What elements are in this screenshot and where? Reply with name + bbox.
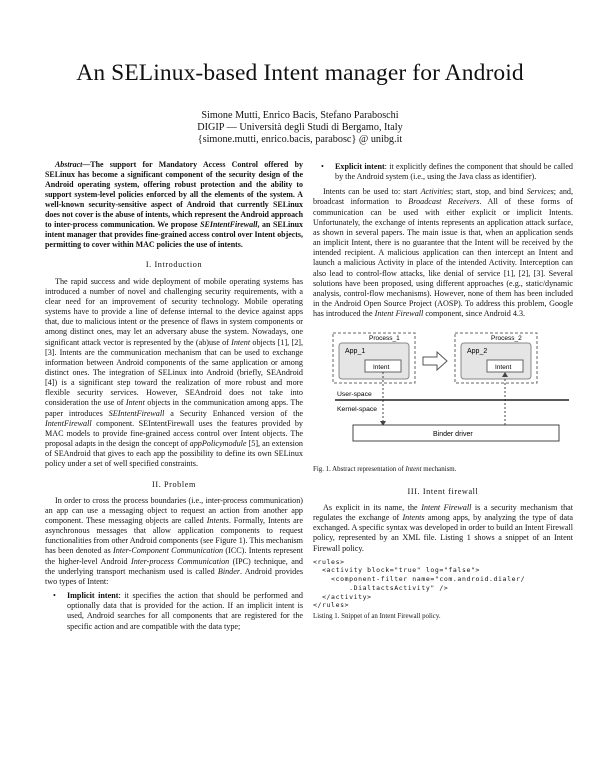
paper-title: An SELinux-based Intent manager for Android (76, 60, 524, 86)
code-line: <rules> (313, 557, 345, 566)
author-names: Simone Mutti, Enrico Bacis, Stefano Paraboschi (201, 110, 399, 121)
intent-types-list-continued (313, 162, 573, 182)
intro-paragraph: The rapid success and wide deployment of mobile operating systems has introduced a number of novel and challenging security requirements, with a clear need for an improvement of security technology. Mobile operating systems have to provide a line of defense internal to the device against apps that, due to malicious intent or the presence of flaws in system components or among distinct ones, may let an adversary abuse the system. Nowadays, one significant attack vector is represented by the (ab)use of Intent objects [1], [2], [3]. Intents are the communication mechanism that can be used to exchange information between Android components of the same application or among distinct ones. The integration of SELinux into Android (briefly, SEAndroid [4]) is a significant step toward the realization of more robust and more flexible security services. However, SEAndroid does not take into consideration the use of Intent objects in the communication among apps. The paper introduces SEIntentFirewall a Security Enhanced version of the IntentFirewall component. SEIntentFirewall uses the features provided by MAC models to provide fine-grained access control over Intent objects. The proposal adapts in the design the concept of appPolicymodule [5], an extension of SEAndroid that gives to each app the possibility to define its own SELinux policy under a set of well specified constraints. (45, 276, 304, 469)
left-column (45, 160, 303, 635)
listing-caption: Listing 1. Snippet of an Intent Firewall policy. (313, 613, 441, 620)
author-block (0, 110, 600, 146)
bullet-icon: • (321, 162, 324, 171)
problem-paragraph-2: Intents can be used to: start Activities; start, stop, and bind Services; and, broadcast information to Broadcast Receivers. All of these forms of communication can be used with either explicit or implicit Intents. Unfortunately, the exchange of intents represents an application attack surface, as shown in several papers. The main issue is that, when an application sends an implicit Intent, there is no guarantee that the Intent will be received by the intended recipient. A malicious application can then intercept an Intent and launch a malicious Activity in place of the intended Activity. Interception can also lead to control-flow attacks, like denial of service [1], [2], [3]. Several solutions have been proposed, using different approaches (e.g., static/dynamic analysis, control-flow mechanisms). However, none of them has been included in the Android Open Source Project (AOSP). To address this problem, Google has introduced the Intent Firewall component, since Android 4.3. (313, 187, 574, 319)
code-line: <activity block="true" log="false"> (313, 566, 480, 575)
author-affiliation: DIGIP — Università degli Studi di Bergamo, Italy (197, 122, 403, 133)
list-item-implicit: • Implicit intent: it specifies the action that should be performed and optionally data that is provided for the action. If an implicit intent is used, Android searches for all components that are registered for the specific action and are compatible with the data type; (53, 591, 303, 631)
abstract: Abstract—The support for Mandatory Access Control offered by SELinux has become a significant component of the security design of the Android operating system, offering robust protection and the ability to support system-level policies enforced by all the elements of the system. A well-known security-sensitive aspect of Android that currently SELinux does not cover is the abuse of intents, which represent the Android approach to inter-process communication. We propose SEIntentFirewall, an SELinux intent manager that provides fine-grained access control over Intent objects, permitting to cover within MAC policies the use of intents. (45, 160, 303, 250)
arrow-icon (423, 352, 447, 370)
code-line: .DialtactsActivity" /> (313, 583, 449, 592)
abstract-label: Abstract (55, 160, 83, 169)
app-2-label: App_2 (467, 348, 488, 356)
app-1-label: App_1 (345, 348, 366, 356)
list-item-explicit: • Explicit intent: it explicitly defines the component that should be called by the Android system (i.e., using the Java class as identifier). (321, 162, 573, 182)
code-listing (313, 558, 573, 610)
intent-2-label: Intent (495, 364, 512, 372)
code-line: <component-filter name="com.android.dialer/ (313, 575, 526, 584)
intent-types-list (45, 591, 303, 632)
right-column (313, 162, 573, 622)
intent-diagram (313, 327, 571, 462)
intent-1-label: Intent (373, 364, 390, 372)
problem-paragraph: In order to cross the process boundaries (i.e., inter-process communication) an app can use a messaging object to request an action from another app component. These messaging objects are called Intents. Formally, Intents are asynchronous messages that allow application components to request functionalities from other Android components (see Figure 1). This mechanism has been denoted as Inter-Component Communication (ICC). Intents represent the higher-level Android Inter-process Communication (IPC) technique, and the underlying transport mechanism used is called Binder. Android provides two types of Intent: (45, 495, 303, 586)
bullet-icon: • (53, 591, 56, 601)
user-space-label: User-space (337, 391, 372, 399)
section-heading-intent-firewall: III. Intent firewall (407, 486, 479, 496)
figure-caption: Fig. 1. Abstract representation of Intent mechanism. (313, 466, 457, 474)
binder-driver-label: Binder driver (433, 431, 473, 439)
firewall-paragraph: As explicit in its name, the Intent Firewall is a security mechanism that regulates the exchange of Intents among apps, by analyzing the type of data exchanged. A specific syntax was developed in order to build an Intent Firewall policy, represented by an XML file. Listing 1 shows a snippet of an Intent Firewall policy. (313, 503, 574, 553)
code-line: </rules> (313, 601, 350, 610)
section-heading-problem: II. Problem (152, 479, 196, 489)
code-line: </activity> (313, 592, 372, 601)
figure-1 (313, 327, 571, 462)
section-heading-introduction: I. Introduction (145, 260, 203, 270)
author-emails: {simone.mutti, enrico.bacis, parabosc} @ unibg.it (197, 134, 403, 145)
kernel-space-label: Kernel-space (337, 406, 378, 414)
process-2-label: Process_2 (491, 335, 522, 343)
process-1-label: Process_1 (369, 335, 400, 343)
